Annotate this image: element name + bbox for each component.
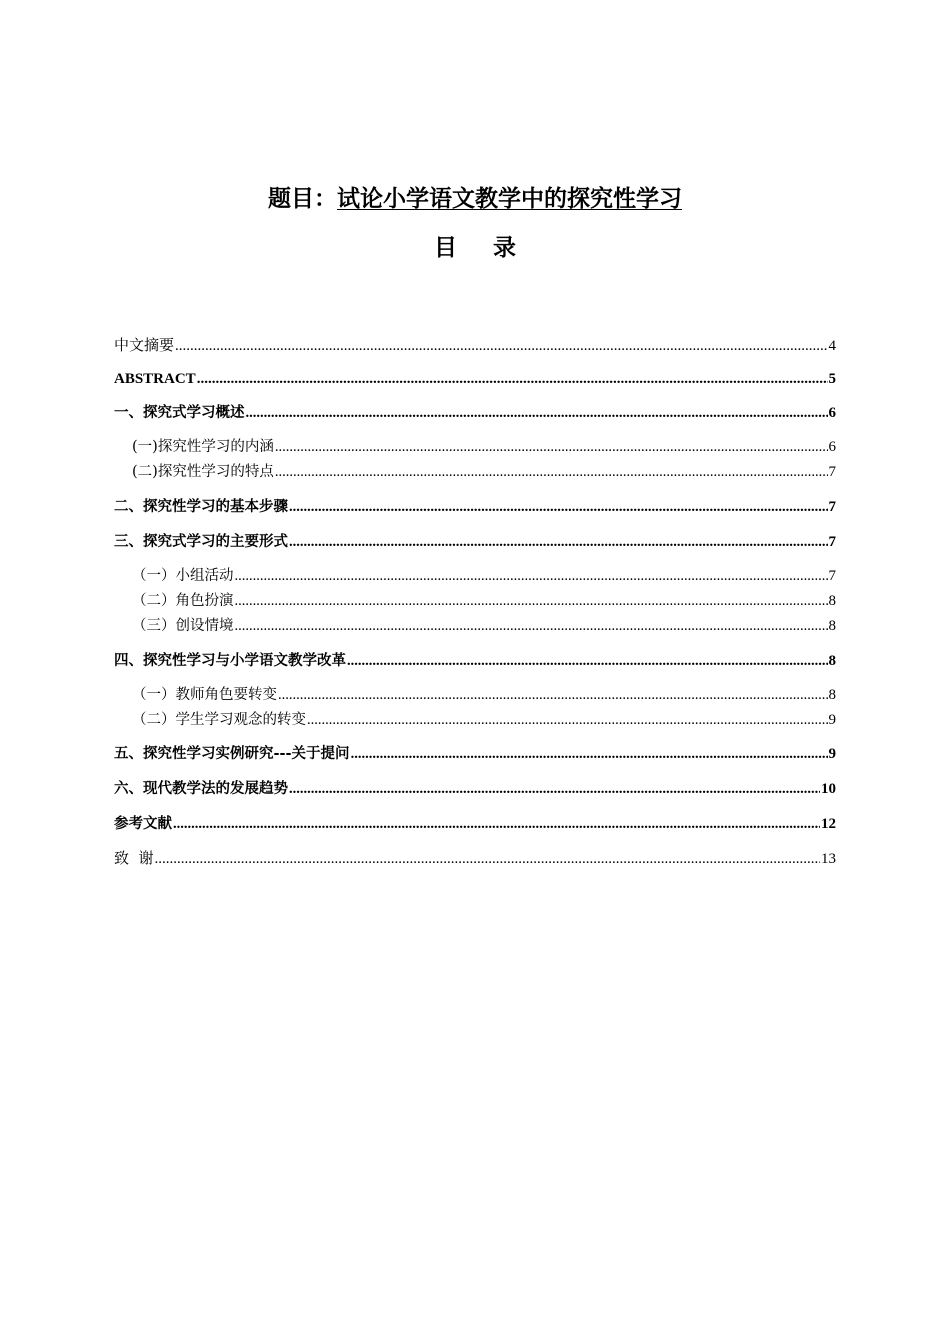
toc-entry-acknowledgements[interactable] (114, 847, 836, 869)
toc-page-number: 8 (828, 687, 836, 703)
toc-entry-chinese-abstract[interactable] (114, 334, 836, 356)
toc-entry-section-4-2[interactable] (132, 709, 836, 731)
toc-leader-dots (275, 461, 828, 483)
toc-entry-label: 三、探究式学习的主要形式 (114, 534, 288, 550)
toc-entry-section-3-1[interactable] (132, 565, 836, 587)
toc-entry-label: 五、探究性学习实例研究---关于提问 (114, 746, 350, 762)
toc-page-number: 5 (828, 371, 836, 387)
toc-entry-label: 四、探究性学习与小学语文教学改革 (114, 653, 346, 669)
toc-entry-section-3[interactable] (114, 531, 836, 553)
toc-leader-dots (307, 709, 828, 731)
toc-entry-section-1-1[interactable] (132, 436, 836, 458)
toc-page-number: 10 (821, 781, 836, 797)
toc-page-number: 7 (828, 464, 836, 480)
toc-leader-dots (275, 436, 828, 458)
toc-entry-section-4-1[interactable] (132, 684, 836, 706)
toc-leader-dots (246, 402, 828, 424)
toc-entry-label: 六、现代教学法的发展趋势 (114, 781, 288, 797)
toc-leader-dots (197, 368, 828, 390)
title-prefix: 题目： (268, 186, 337, 212)
toc-entry-label: 中文摘要 (114, 336, 175, 354)
toc-leader-dots (347, 650, 828, 672)
toc-entry-section-5[interactable] (114, 743, 836, 765)
toc-entry-label: （三）创设情境 (132, 618, 234, 634)
toc-entry-section-6[interactable] (114, 778, 836, 800)
toc-leader-dots (235, 615, 828, 637)
toc-page-number: 7 (828, 534, 836, 550)
toc-entry-section-1-2[interactable] (132, 461, 836, 483)
toc-entry-label: （二）角色扮演 (132, 593, 234, 609)
toc-leader-dots (289, 778, 820, 800)
toc-page-number: 12 (821, 816, 836, 832)
toc-entry-label: （一）小组活动 (132, 568, 234, 584)
toc-page-number: 8 (828, 593, 836, 609)
toc-leader-dots (278, 684, 828, 706)
toc-page-number: 8 (828, 618, 836, 634)
toc-entry-label: 一、探究式学习概述 (114, 405, 245, 421)
toc-entry-section-3-2[interactable] (132, 590, 836, 612)
toc-entry-section-2[interactable] (114, 496, 836, 518)
toc-page-number: 6 (828, 439, 836, 455)
toc-page-number: 9 (828, 712, 836, 728)
toc-entry-references[interactable] (114, 813, 836, 835)
toc-entry-section-1[interactable] (114, 402, 836, 424)
toc-page-number: 4 (828, 338, 836, 354)
toc-leader-dots (155, 848, 820, 870)
toc-entry-abstract[interactable] (114, 368, 836, 390)
toc-leader-dots (289, 496, 828, 518)
title-text: 试论小学语文教学中的探究性学习 (337, 186, 682, 212)
toc-leader-dots (175, 335, 827, 357)
toc-leader-dots (235, 590, 828, 612)
toc-entry-label: (二)探究性学习的特点 (132, 464, 274, 480)
toc-entry-label: ABSTRACT (114, 371, 196, 387)
toc-page-number: 6 (828, 405, 836, 421)
toc-entry-label: （一）教师角色要转变 (132, 687, 277, 703)
toc-entry-section-4[interactable] (114, 650, 836, 672)
toc-entry-label: 二、探究性学习的基本步骤 (114, 499, 288, 515)
toc-page-number: 9 (828, 746, 836, 762)
toc-page-number: 7 (828, 568, 836, 584)
table-of-contents (114, 0, 836, 1344)
toc-entry-label: 致 谢 (114, 849, 154, 867)
toc-leader-dots (289, 531, 828, 553)
toc-leader-dots (351, 743, 828, 765)
toc-entry-label: 参考文献 (114, 816, 172, 832)
toc-page-number: 8 (828, 653, 836, 669)
toc-entry-section-3-3[interactable] (132, 615, 836, 637)
toc-leader-dots (173, 813, 820, 835)
toc-page-number: 13 (821, 851, 836, 867)
toc-page-number: 7 (828, 499, 836, 515)
toc-heading: 目 录 (433, 235, 530, 261)
toc-entry-label: (一)探究性学习的内涵 (132, 439, 274, 455)
toc-entry-label: （二）学生学习观念的转变 (132, 712, 306, 728)
toc-leader-dots (235, 565, 828, 587)
